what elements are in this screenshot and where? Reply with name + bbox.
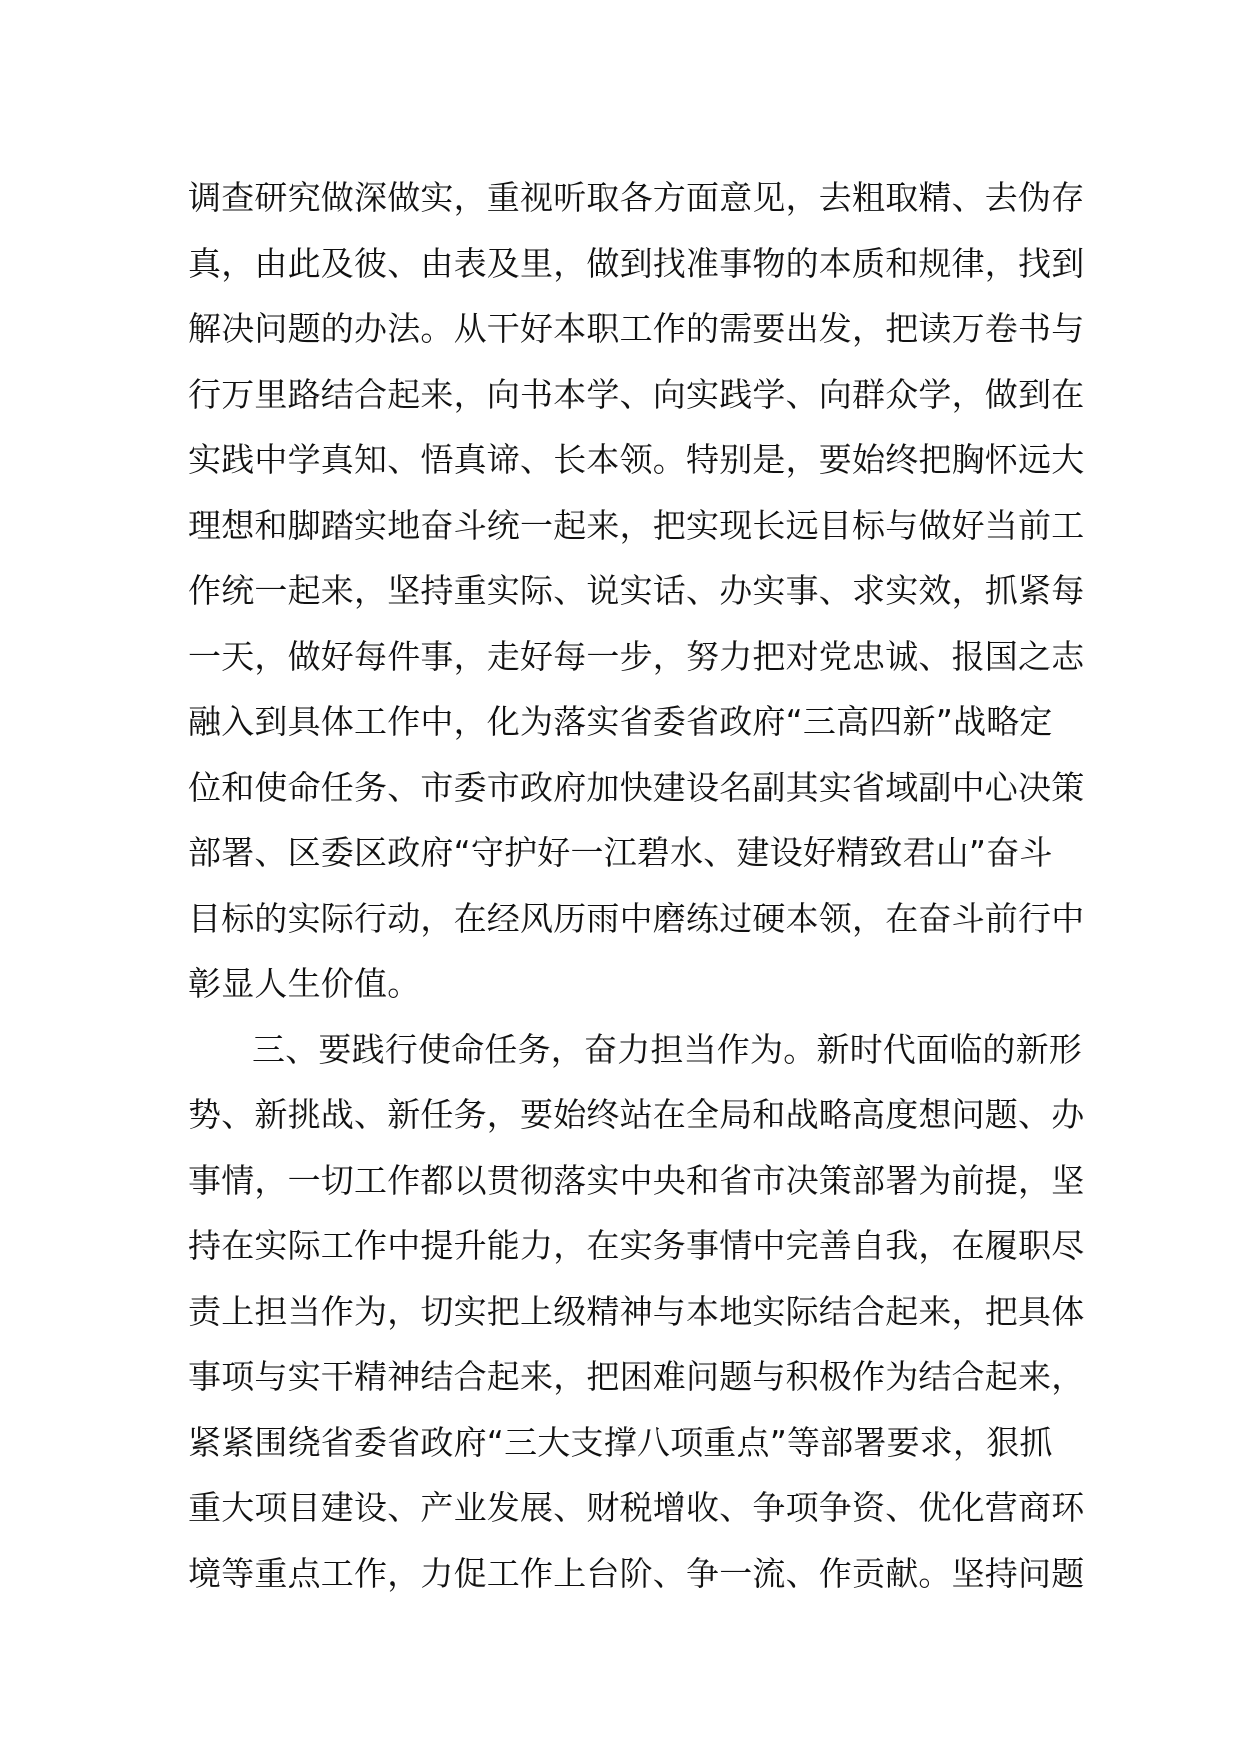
text-line: 解决问题的办法。从干好本职工作的需要出发，把读万卷书与 bbox=[188, 309, 1085, 348]
text-line: 境等重点工作，力促工作上台阶、争一流、作贡献。坚持问题 bbox=[188, 1553, 1085, 1593]
text-line: 实践中学真知、悟真谛、长本领。特别是，要始终把胸怀远大 bbox=[188, 440, 1085, 479]
text-line: 势、新挑战、新任务，要始终站在全局和战略高度想问题、办 bbox=[188, 1095, 1085, 1134]
text-line: 位和使命任务、市委市政府加快建设名副其实省域副中心决策 bbox=[188, 767, 1085, 807]
text-line: 部署、区委区政府“守护好一江碧水、建设好精致君山”奋斗 bbox=[188, 833, 1053, 872]
text-line: 彰显人生价值。 bbox=[188, 964, 421, 1003]
text-line: 事情，一切工作都以贯彻落实中央和省市决策部署为前提，坚 bbox=[188, 1160, 1085, 1200]
text-line: 真，由此及彼、由表及里，做到找准事物的本质和规律，找到 bbox=[188, 243, 1085, 283]
text-line: 一天，做好每件事，走好每一步，努力把对党忠诚、报国之志 bbox=[188, 636, 1085, 676]
paragraph-start-line: 三、要践行使命任务，奋力担当作为。新时代面临的新形 bbox=[252, 1029, 1082, 1069]
text-line: 目标的实际行动，在经风历雨中磨练过硬本领，在奋斗前行中 bbox=[188, 898, 1085, 938]
document-body bbox=[188, 165, 1085, 1606]
text-line: 作统一起来，坚持重实际、说实话、办实事、求实效，抓紧每 bbox=[188, 571, 1085, 610]
text-line: 重大项目建设、产业发展、财税增收、争项争资、优化营商环 bbox=[188, 1488, 1085, 1527]
text-line: 行万里路结合起来，向书本学、向实践学、向群众学，做到在 bbox=[188, 374, 1085, 414]
text-line: 持在实际工作中提升能力，在实务事情中完善自我，在履职尽 bbox=[188, 1226, 1085, 1265]
text-line: 理想和脚踏实地奋斗统一起来，把实现长远目标与做好当前工 bbox=[188, 505, 1085, 545]
text-line: 融入到具体工作中，化为落实省委省政府“三高四新”战略定 bbox=[188, 702, 1053, 741]
text-line: 事项与实干精神结合起来，把困难问题与积极作为结合起来， bbox=[188, 1357, 1085, 1396]
text-line: 紧紧围绕省委省政府“三大支撑八项重点”等部署要求，狠抓 bbox=[188, 1422, 1053, 1462]
text-line: 调查研究做深做实，重视听取各方面意见，去粗取精、去伪存 bbox=[188, 178, 1085, 217]
text-line: 责上担当作为，切实把上级精神与本地实际结合起来，把具体 bbox=[188, 1291, 1085, 1331]
